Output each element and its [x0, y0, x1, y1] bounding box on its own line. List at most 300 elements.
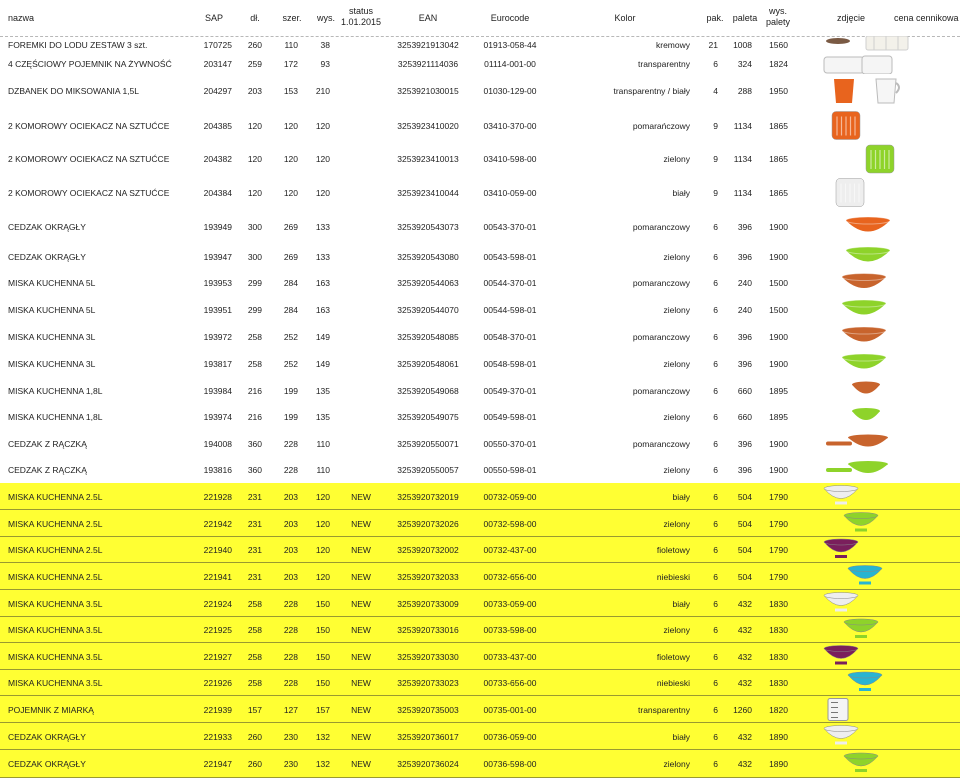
- cell-pak: 6: [713, 385, 718, 396]
- cell-ean: 3253923410013: [397, 154, 459, 164]
- cell-dl: 260: [247, 731, 262, 742]
- table-row: [0, 750, 960, 778]
- cell-szer: 228: [283, 465, 298, 475]
- cell-status: NEW: [351, 759, 371, 769]
- cell-ean: 3253920544063: [397, 278, 459, 288]
- cell-status: NEW: [351, 571, 371, 582]
- cell-paleta: 240: [737, 304, 752, 315]
- table-row: [0, 617, 960, 643]
- cell-kolor: pomaranczowy: [632, 331, 690, 342]
- cell-paleta: 432: [737, 625, 752, 635]
- cell-sap: 221925: [203, 625, 232, 635]
- cell-paleta: 396: [737, 331, 752, 342]
- cell-pak: 6: [713, 465, 718, 475]
- header-status-line2: 1.01.2015: [340, 17, 382, 27]
- cell-ean: 3253920736017: [397, 731, 459, 742]
- cell-szer: 127: [283, 704, 298, 715]
- cell-eurocode: 00733-598-00: [483, 625, 537, 635]
- cell-sap: 204384: [203, 187, 232, 198]
- cell-wys: 133: [315, 221, 330, 232]
- small-bowl-green-icon: [822, 404, 918, 430]
- cell-paleta: 504: [737, 518, 752, 529]
- cell-paleta: 432: [737, 651, 752, 662]
- footed-bowl-green-icon: [822, 510, 918, 537]
- cell-wys: 210: [315, 86, 330, 96]
- cell-ean: 3253920543080: [397, 251, 459, 262]
- cell-eurocode: 00736-059-00: [483, 731, 537, 742]
- cell-status: NEW: [351, 651, 371, 662]
- cell-ean: 3253920732019: [397, 491, 459, 502]
- cell-dl: 216: [247, 385, 262, 396]
- cell-paleta: 432: [737, 598, 752, 609]
- cell-pak: 6: [713, 704, 718, 715]
- cell-szer: 120: [283, 154, 298, 164]
- cell-nazwa: MISKA KUCHENNA 2.5L: [8, 571, 103, 582]
- cell-nazwa: MISKA KUCHENNA 1,8L: [8, 412, 103, 422]
- header-szer: szer.: [282, 13, 302, 23]
- cell-kolor: transparentny: [638, 704, 690, 715]
- cell-dl: 258: [247, 598, 262, 609]
- cell-eurocode: 00733-437-00: [483, 651, 537, 662]
- cell-wys: 150: [315, 625, 330, 635]
- ice-tray-icon: [822, 36, 918, 54]
- cell-pak: 6: [713, 438, 718, 449]
- table-row: [0, 323, 960, 350]
- cell-szer: 199: [283, 412, 298, 422]
- cell-ean: 3253920732002: [397, 545, 459, 555]
- cell-kolor: biały: [672, 491, 690, 502]
- cell-eurocode: 00736-598-00: [483, 759, 537, 769]
- cell-eurocode: 01030-129-00: [483, 86, 537, 96]
- cell-paleta: 396: [737, 438, 752, 449]
- cell-wys: 120: [315, 545, 330, 555]
- cell-pak: 6: [713, 598, 718, 609]
- cell-pak: 6: [713, 251, 718, 262]
- cell-ean: 3253923410020: [397, 120, 459, 131]
- cutlery-drainer-white-icon: [822, 175, 918, 210]
- cell-status: NEW: [351, 545, 371, 555]
- cell-kolor: zielony: [663, 358, 690, 369]
- cell-szer: 269: [283, 251, 298, 262]
- cell-pak: 6: [713, 358, 718, 369]
- cell-ean: 3253920735003: [397, 704, 459, 715]
- cell-sap: 221924: [203, 598, 232, 609]
- cell-paleta: 1008: [733, 40, 752, 50]
- footed-bowl-white-icon: [822, 590, 918, 617]
- cell-kolor: pomaranczowy: [632, 385, 690, 396]
- cell-sap: 193947: [203, 251, 232, 262]
- cell-szer: 230: [283, 731, 298, 742]
- cell-kolor: pomaranczowy: [632, 278, 690, 288]
- cell-dl: 216: [247, 412, 262, 422]
- cell-sap: 221940: [203, 545, 232, 555]
- cell-nazwa: MISKA KUCHENNA 3.5L: [8, 625, 103, 635]
- cell-wys: 132: [315, 759, 330, 769]
- cell-kolor: pomaranczowy: [632, 438, 690, 449]
- cell-szer: 203: [283, 491, 298, 502]
- cell-nazwa: 2 KOMOROWY OCIEKACZ NA SZTUĆCE: [8, 154, 170, 164]
- table-row: [0, 483, 960, 510]
- handle-strainer-terracotta-icon: [822, 430, 918, 457]
- cell-ean: 3253920550057: [397, 465, 459, 475]
- cell-wys-palety: 1500: [769, 278, 788, 288]
- cell-paleta: 1134: [733, 120, 752, 131]
- cell-eurocode: 00732-437-00: [483, 545, 537, 555]
- cell-wys: 120: [315, 187, 330, 198]
- cell-wys-palety: 1790: [769, 545, 788, 555]
- cell-kolor: zielony: [663, 759, 690, 769]
- footed-bowl-green-icon: [822, 617, 918, 643]
- cell-dl: 120: [247, 120, 262, 131]
- cell-sap: 221941: [203, 571, 232, 582]
- cell-wys-palety: 1900: [769, 438, 788, 449]
- cell-wys: 135: [315, 412, 330, 422]
- header-zdjecie: zdjęcie: [836, 13, 865, 23]
- cell-nazwa: CEDZAK OKRĄGŁY: [8, 731, 86, 742]
- cell-kolor: biały: [672, 187, 690, 198]
- cell-ean: 3253920732033: [397, 571, 459, 582]
- header-sap: SAP: [204, 13, 223, 23]
- cell-nazwa: MISKA KUCHENNA 3L: [8, 331, 96, 342]
- measuring-container-icon: [822, 696, 918, 723]
- cell-szer: 172: [283, 59, 298, 69]
- cell-eurocode: 03410-370-00: [483, 120, 537, 131]
- cell-sap: 194008: [203, 438, 232, 449]
- cell-wys-palety: 1865: [769, 120, 788, 131]
- cell-sap: 221926: [203, 678, 232, 688]
- cell-wys: 149: [315, 331, 330, 342]
- cell-wys-palety: 1830: [769, 625, 788, 635]
- cell-sap: 193953: [203, 278, 232, 288]
- cell-wys-palety: 1900: [769, 358, 788, 369]
- cell-paleta: 1134: [733, 187, 752, 198]
- cell-pak: 6: [713, 731, 718, 742]
- header-wys-palety: [760, 6, 796, 28]
- cell-szer: 252: [283, 331, 298, 342]
- cell-sap: 193972: [203, 331, 232, 342]
- cell-wys-palety: 1830: [769, 678, 788, 688]
- cell-eurocode: 00732-598-00: [483, 518, 537, 529]
- cell-pak: 21: [708, 40, 718, 50]
- cell-sap: 170725: [203, 40, 232, 50]
- cell-szer: 230: [283, 759, 298, 769]
- table-row: [0, 377, 960, 404]
- cell-nazwa: MISKA KUCHENNA 5L: [8, 304, 96, 315]
- cell-szer: 228: [283, 598, 298, 609]
- cell-ean: 3253921913042: [397, 40, 459, 50]
- cell-szer: 228: [283, 438, 298, 449]
- cell-paleta: 240: [737, 278, 752, 288]
- cell-eurocode: 00733-059-00: [483, 598, 537, 609]
- cell-nazwa: 2 KOMOROWY OCIEKACZ NA SZTUĆCE: [8, 187, 170, 198]
- cell-wys-palety: 1865: [769, 187, 788, 198]
- cell-nazwa: 4 CZĘŚCIOWY POJEMNIK NA ŻYWNOŚĆ: [8, 59, 172, 69]
- cell-paleta: 504: [737, 545, 752, 555]
- cell-wys: 110: [316, 465, 330, 475]
- cell-szer: 203: [283, 571, 298, 582]
- cell-nazwa: MISKA KUCHENNA 2.5L: [8, 518, 103, 529]
- cell-ean: 3253920549075: [397, 412, 459, 422]
- cell-szer: 228: [283, 651, 298, 662]
- cell-wys: 120: [315, 571, 330, 582]
- cell-nazwa: FOREMKI DO LODU ZESTAW 3 szt.: [8, 40, 148, 50]
- cell-wys-palety: 1890: [769, 759, 788, 769]
- table-row: [0, 175, 960, 210]
- cell-nazwa: MISKA KUCHENNA 3.5L: [8, 678, 103, 688]
- cell-wys-palety: 1865: [769, 154, 788, 164]
- cell-dl: 300: [247, 221, 262, 232]
- cell-wys: 150: [315, 598, 330, 609]
- cell-eurocode: 00549-598-01: [483, 412, 537, 422]
- cell-wys-palety: 1824: [769, 59, 788, 69]
- cell-eurocode: 00544-598-01: [483, 304, 537, 315]
- table-row: [0, 430, 960, 457]
- header-cena: cena cennikowa: [894, 13, 959, 23]
- cell-wys: 120: [315, 154, 330, 164]
- table-row: [0, 643, 960, 670]
- cell-wys: 150: [315, 651, 330, 662]
- cell-ean: 3253920736024: [397, 759, 459, 769]
- cell-kolor: zielony: [663, 251, 690, 262]
- cell-status: NEW: [351, 625, 371, 635]
- table-row: [0, 108, 960, 143]
- colander-orange-icon: [822, 210, 918, 243]
- cell-wys: 149: [315, 358, 330, 369]
- cell-sap: 204385: [203, 120, 232, 131]
- cell-kolor: zielony: [663, 412, 690, 422]
- cutlery-drainer-orange-icon: [822, 108, 918, 143]
- cell-dl: 299: [247, 278, 262, 288]
- cell-szer: 252: [283, 358, 298, 369]
- header-kolor: Kolor: [614, 13, 636, 23]
- cell-wys-palety: 1900: [769, 221, 788, 232]
- table-row: [0, 670, 960, 696]
- cell-nazwa: CEDZAK OKRĄGŁY: [8, 251, 86, 262]
- cell-szer: 203: [283, 545, 298, 555]
- cell-wys: 163: [315, 278, 330, 288]
- cell-eurocode: 00548-598-01: [483, 358, 537, 369]
- cell-eurocode: 00550-370-01: [483, 438, 537, 449]
- cell-pak: 6: [713, 545, 718, 555]
- cell-kolor: zielony: [663, 625, 690, 635]
- cell-status: NEW: [351, 678, 371, 688]
- cell-sap: 221933: [203, 731, 232, 742]
- cell-pak: 6: [713, 571, 718, 582]
- cell-sap: 193951: [203, 304, 232, 315]
- cell-sap: 193816: [203, 465, 232, 475]
- cell-dl: 260: [247, 759, 262, 769]
- cell-ean: 3253920544070: [397, 304, 459, 315]
- cell-paleta: 396: [737, 465, 752, 475]
- cell-pak: 6: [713, 278, 718, 288]
- cell-paleta: 432: [737, 731, 752, 742]
- cell-szer: 284: [283, 278, 298, 288]
- table-row: [0, 457, 960, 483]
- cell-kolor: zielony: [663, 154, 690, 164]
- cell-wys: 38: [320, 40, 330, 50]
- cell-paleta: 660: [737, 385, 752, 396]
- header-pak: pak.: [706, 13, 724, 23]
- cell-eurocode: 00732-059-00: [483, 491, 537, 502]
- cell-szer: 269: [283, 221, 298, 232]
- cell-sap: 193817: [203, 358, 232, 369]
- table-row: [0, 404, 960, 430]
- cell-wys-palety: 1500: [769, 304, 788, 315]
- header-wys-palety-line1: wys.: [769, 6, 787, 16]
- cell-nazwa: CEDZAK Z RĄCZKĄ: [8, 465, 87, 475]
- cell-nazwa: MISKA KUCHENNA 3.5L: [8, 651, 103, 662]
- cell-wys: 132: [315, 731, 330, 742]
- cell-nazwa: MISKA KUCHENNA 3L: [8, 358, 96, 369]
- table-row: [0, 270, 960, 296]
- cell-sap: 204297: [203, 86, 232, 96]
- cell-wys-palety: 1900: [769, 251, 788, 262]
- cell-kolor: biały: [672, 598, 690, 609]
- cell-eurocode: 00543-598-01: [483, 251, 537, 262]
- cell-wys-palety: 1790: [769, 571, 788, 582]
- cell-kolor: biały: [672, 731, 690, 742]
- cell-status: NEW: [351, 491, 371, 502]
- header-status-line1: status: [348, 6, 373, 16]
- cell-status: NEW: [351, 731, 371, 742]
- cell-eurocode: 01913-058-44: [483, 40, 537, 50]
- bowl-terracotta-icon: [822, 323, 918, 350]
- handle-strainer-green-icon: [822, 457, 918, 483]
- cell-szer: 284: [283, 304, 298, 315]
- cell-dl: 231: [247, 545, 262, 555]
- footed-colander-green-icon: [822, 750, 918, 778]
- cell-paleta: 432: [737, 678, 752, 688]
- cell-wys-palety: 1560: [769, 40, 788, 50]
- cell-dl: 258: [247, 358, 262, 369]
- table-row: [0, 74, 960, 108]
- footed-bowl-blue-icon: [822, 670, 918, 696]
- cell-ean: 3253923410044: [397, 187, 459, 198]
- cell-dl: 360: [247, 438, 262, 449]
- cell-wys: 135: [315, 385, 330, 396]
- cell-dl: 258: [247, 651, 262, 662]
- cell-nazwa: MISKA KUCHENNA 3.5L: [8, 598, 103, 609]
- cell-nazwa: MISKA KUCHENNA 2.5L: [8, 545, 103, 555]
- table-row: [0, 537, 960, 563]
- table-row: [0, 296, 960, 323]
- cell-kolor: kremowy: [655, 40, 690, 50]
- cell-kolor: niebieski: [656, 571, 690, 582]
- cell-wys-palety: 1950: [769, 86, 788, 96]
- cell-paleta: 1134: [733, 154, 752, 164]
- bowl-green-icon: [822, 296, 918, 323]
- cell-kolor: fioletowy: [656, 651, 690, 662]
- cell-kolor: zielony: [663, 304, 690, 315]
- cell-pak: 6: [713, 518, 718, 529]
- cell-paleta: 288: [737, 86, 752, 96]
- table-row: [0, 510, 960, 537]
- cell-ean: 3253920733030: [397, 651, 459, 662]
- cell-ean: 3253920550071: [397, 438, 459, 449]
- colander-green-icon: [822, 243, 918, 270]
- cell-dl: 231: [247, 518, 262, 529]
- cell-dl: 258: [247, 678, 262, 688]
- table-row: [0, 143, 960, 175]
- cell-pak: 9: [713, 187, 718, 198]
- cell-sap: 221947: [203, 759, 232, 769]
- cell-eurocode: 03410-598-00: [483, 154, 537, 164]
- cell-dl: 231: [247, 571, 262, 582]
- cell-pak: 6: [713, 221, 718, 232]
- cell-ean: 3253920733009: [397, 598, 459, 609]
- cell-dl: 203: [247, 86, 262, 96]
- cell-sap: 221939: [203, 704, 232, 715]
- cell-wys: 157: [315, 704, 330, 715]
- cell-ean: 3253920733023: [397, 678, 459, 688]
- cell-dl: 120: [247, 187, 262, 198]
- cell-nazwa: MISKA KUCHENNA 2.5L: [8, 491, 103, 502]
- cell-status: NEW: [351, 518, 371, 529]
- cell-kolor: transparentny: [638, 59, 690, 69]
- small-bowl-terracotta-icon: [822, 377, 918, 404]
- cell-ean: 3253920548085: [397, 331, 459, 342]
- cell-nazwa: POJEMNIK Z MIARKĄ: [8, 704, 94, 715]
- mixing-jug-icon: [822, 74, 918, 108]
- food-container-icon: [822, 54, 918, 74]
- cell-pak: 6: [713, 412, 718, 422]
- cell-sap: 193974: [203, 412, 232, 422]
- footed-bowl-purple-icon: [822, 537, 918, 563]
- cell-nazwa: 2 KOMOROWY OCIEKACZ NA SZTUĆCE: [8, 120, 170, 131]
- header-nazwa: nazwa: [8, 13, 35, 23]
- cell-wys: 163: [315, 304, 330, 315]
- bowl-terracotta-icon: [822, 270, 918, 296]
- cell-sap: 221942: [203, 518, 232, 529]
- cell-dl: 299: [247, 304, 262, 315]
- cell-paleta: 396: [737, 358, 752, 369]
- cell-status: NEW: [351, 704, 371, 715]
- cell-wys-palety: 1900: [769, 465, 788, 475]
- cell-dl: 360: [247, 465, 262, 475]
- header-paleta: paleta: [732, 13, 758, 23]
- cell-status: NEW: [351, 598, 371, 609]
- cell-pak: 6: [713, 759, 718, 769]
- cell-wys-palety: 1890: [769, 731, 788, 742]
- cell-kolor: pomarańczowy: [632, 120, 690, 131]
- footed-bowl-blue-icon: [822, 563, 918, 590]
- cell-ean: 3253920548061: [397, 358, 459, 369]
- cell-paleta: 396: [737, 221, 752, 232]
- table-row: [0, 723, 960, 750]
- bowl-green-icon: [822, 350, 918, 377]
- cell-sap: 221928: [203, 491, 232, 502]
- cell-szer: 120: [283, 120, 298, 131]
- cell-wys: 93: [320, 59, 330, 69]
- header-status: [336, 6, 386, 28]
- cell-szer: 228: [283, 678, 298, 688]
- cell-wys: 120: [315, 120, 330, 131]
- cell-nazwa: CEDZAK Z RĄCZKĄ: [8, 438, 87, 449]
- cell-pak: 6: [713, 651, 718, 662]
- cell-paleta: 396: [737, 251, 752, 262]
- table-row: [0, 696, 960, 723]
- cell-ean: 3253920549068: [397, 385, 459, 396]
- cell-eurocode: 03410-059-00: [483, 187, 537, 198]
- cell-dl: 258: [247, 625, 262, 635]
- cell-wys: 120: [315, 491, 330, 502]
- table-row: [0, 563, 960, 590]
- cell-eurocode: 00735-001-00: [483, 704, 537, 715]
- cell-eurocode: 00550-598-01: [483, 465, 537, 475]
- cutlery-drainer-green-icon: [822, 143, 918, 175]
- header-wys: wys.: [317, 13, 335, 23]
- cell-pak: 6: [713, 59, 718, 69]
